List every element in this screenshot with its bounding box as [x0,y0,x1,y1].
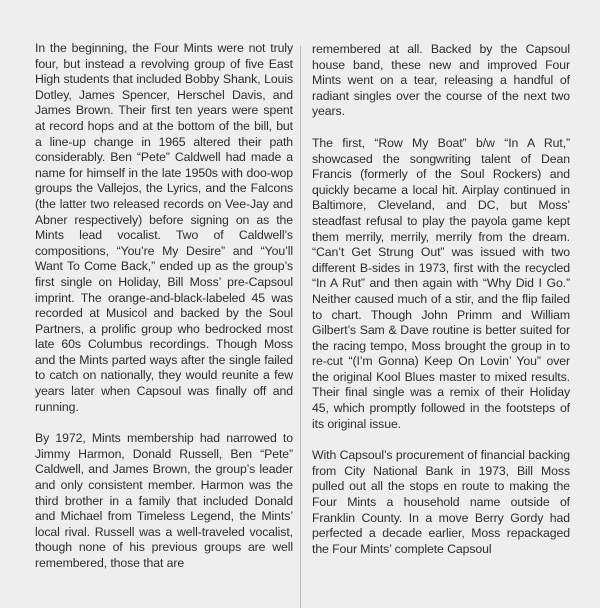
paragraph-1972-lineup: By 1972, Mints membership had narrowed to Jimmy Harmon, Donald Russell, Ben “Pete” Caldwell, and James Brown, the group’s leader and only consistent member. Harmon was the third brother in a family that included Donald and Michael from Timeless Legend, the Mints’ local rival. Russell was a well-traveled vocalist, though none of his previous groups are well remembered, those that are [35,431,293,570]
paragraph-capsoul-house-band: remembered at all. Backed by the Capsoul house band, these new and improved Four Mints went on a tear, releasing a handful of radiant singles over the course of the next two years. [312,42,570,119]
paragraph-financial-backing: With Capsoul’s procurement of financial backing from City National Bank in 1973, Bill Moss pulled out all the stops en route to making the Four Mints a household name outside of Franklin County. In a move Berry Gordy had perfected a decade earlier, Moss repackaged the Four Mints’ complete Capsoul [312,448,570,556]
paragraph-early-history: In the beginning, the Four Mints were not truly four, but instead a revolving group of five East High students that included Bobby Shank, Louis Dotley, James Spencer, Herschel Davis, and James Brown. Their first ten years were spent at record hops and at the bottom of the bill, but a line-up change in 1965 altered their path considerably. Ben “Pete” Caldwell had made a name for himself in the late 1950s with doo-wop groups the Vallejos, the Lyrics, and the Falcons (the latter two released records on Vee-Jay and Abner respectively) before signing on as the Mints lead vocalist. Two of Caldwell’s compositions, “You’re My Desire” and “You’ll Want To Come Back,” ended up as the group’s first single on Holiday, Bill Moss’ pre-Capsoul imprint. The orange-and-black-labeled 45 was recorded at Musicol and backed by the Soul Partners, a prolific group who bedrocked most late 60s Columbus recordings. Though Moss and the Mints parted ways after the single failed to catch on nationally, they would reunite a few years later when Capsoul was finally off and running. [35,41,293,414]
column-divider [300,46,301,608]
paragraph-singles-history: The first, “Row My Boat” b/w “In A Rut,” showcased the songwriting talent of Dean Francis (formerly of the Soul Rockers) and quickly became a local hit. Airplay continued in Baltimore, Cleveland, and DC, but Moss’ steadfast refusal to play the payola game kept them merrily, merrily, merrily from the dream. “Can’t Get Strung Out” was issued with two different B-sides in 1973, first with the recycled “In A Rut” and then again with “Why Did I Go.” Neither caused much of a stir, and the flip failed to chart. Though John Primm and William Gilbert’s Sam & Dave routine is better suited for the racing tempo, Moss brought the group in to re-cut “(I’m Gonna) Keep On Lovin’ You” over the original Kool Blues master to mixed results. Their final single was a remix of their Holiday 45, which promptly followed in the footsteps of its original issue. [312,135,570,431]
right-column [312,42,570,573]
left-column [35,41,293,588]
